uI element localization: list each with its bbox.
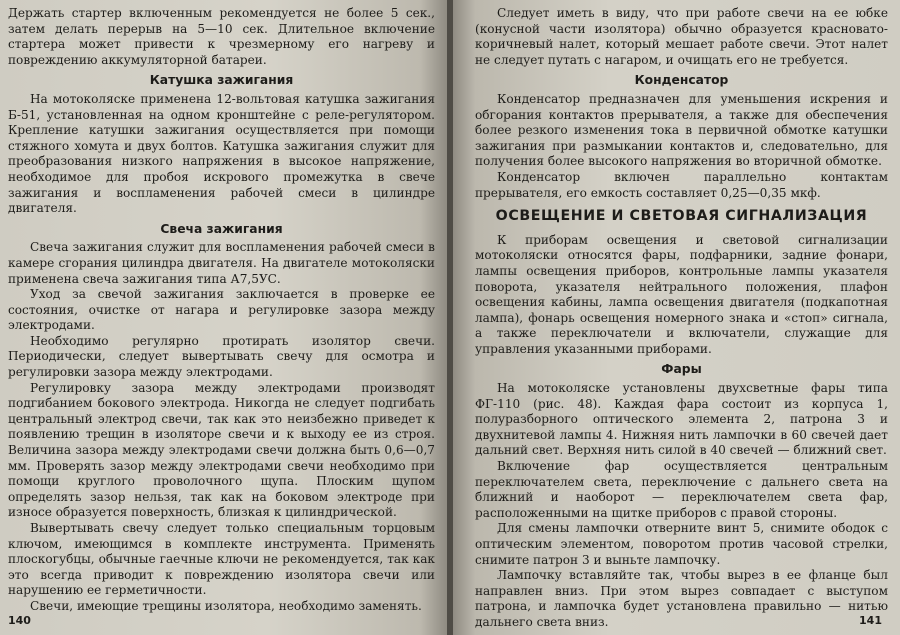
section-heading-spark-plug: Свеча зажигания <box>160 221 283 236</box>
paragraph: На мотоколяске применена 12-вольтовая катушка зажигания Б-51, установленная на одном кронштейне с реле-регулятором. Крепление катушки зажигания осуществляется при помощи стяжного хомута и двух болтов. Катушка зажигания служит для преобразования низкого напряжения в высокое напряжение, необходимое для пробоя искрового промежутка в свече зажигания и воспламенения рабочей смеси в цилиндре двигателя. <box>8 91 435 216</box>
chapter-heading-lighting: ОСВЕЩЕНИЕ И СВЕТОВАЯ СИГНАЛИЗАЦИЯ <box>495 208 868 225</box>
paragraph: Свеча зажигания служит для воспламенения рабочей смеси в камере сгорания цилиндра двигателя. На двигателе мотоколяски применена свеча зажигания типа А7,5УС. <box>8 240 435 286</box>
section-heading-ignition-coil: Катушка зажигания <box>149 73 294 88</box>
paragraph: К приборам освещения и световой сигнализации мотоколяски относятся фары, подфарники, задние фонари, лампы освещения приборов, контрольные лампы указателя поворота, указателя нейтрального положения, плафон освещения кабины, лампа освещения двигателя (подкапотная лампа), фонарь освещения номерного знака и «стоп» сигнала, а также переключатели и включатели, служащие для управления указанными приборами. <box>475 232 888 356</box>
paragraph: Следует иметь в виду, что при работе свечи на ее юбке (конусной части изолятора) обычно образуется красновато-коричневый налет, который мешает работе свечи. Этот налет не следует путать с нагаром, и очищать его не требуется. <box>475 6 888 67</box>
paragraph: Для смены лампочки отверните винт 5, снимите ободок с оптическим элементом, поворотом против часовой стрелки, снимите патрон 3 и выньте лампочку. <box>475 521 888 567</box>
right-page <box>453 0 900 635</box>
paragraph: На мотоколяске установлены двухсветные фары типа ФГ-110 (рис. 48). Каждая фара состоит из корпуса 1, полуразборного оптического элемента 2, патрона 3 и двухнитевой лампы 4. Нижняя нить лампочки в 60 свечей дает дальний свет. Верхняя нить силой в 40 свечей — ближний свет. <box>475 381 888 458</box>
paragraph: Конденсатор включен параллельно контактам прерывателя, его емкость составляет 0,25—0,35 мкф. <box>475 169 888 200</box>
paragraph: Уход за свечой зажигания заключается в проверке ее состояния, очистке от нагара и регулировке зазора между электродами. <box>8 287 435 333</box>
paragraph: Конденсатор предназначен для уменьшения искрения и обгорания контактов прерывателя, а также для обеспечения более резкого изменения тока в первичной обмотке катушки зажигания при размыкании контактов и, следовательно, для получения более высокого напряжения во вторичной обмотке. <box>475 91 888 169</box>
page-number: 141 <box>859 614 882 628</box>
section-heading-capacitor: Конденсатор <box>634 73 729 88</box>
paragraph: Необходимо регулярно протирать изолятор свечи. Периодически, следует вывертывать свечу для осмотра и регулировки зазора между электродами. <box>8 333 435 380</box>
left-page <box>0 0 447 635</box>
paragraph: Держать стартер включенным рекомендуется не более 5 сек., затем делать перерыв на 5—10 сек. Длительное включение стартера может привести к чрезмерному его нагреву и повреждению аккумуляторной батареи. <box>8 6 435 67</box>
paragraph: Лампочку вставляйте так, чтобы вырез в ее фланце был направлен вниз. При этом вырез совпадает с выступом патрона, и лампочка будет установлена правильно — нитью дальнего света вниз. <box>475 568 888 629</box>
paragraph: Включение фар осуществляется центральным переключателем света, переключение с дальнего света на ближний и наоборот — переключателем света фар, расположенными на щитке приборов с правой стороны. <box>475 459 888 520</box>
page-number: 140 <box>8 614 31 628</box>
paragraph: Регулировку зазора между электродами производят подгибанием бокового электрода. Никогда не следует подгибать центральный электрод свечи, так как это неизбежно приведет к появлению трещин в изоляторе свечи и к выходу ее из строя. Величина зазора между электродами свечи должна быть 0,6—0,7 мм. Проверять зазор между электродами свечи необходимо при помощи круглого проволочного щупа. Плоским щупом определять зазор нельзя, так как на боковом электроде при износе образуется поверхность, близкая к цилиндрической. <box>8 380 435 520</box>
paragraph: Вывертывать свечу следует только специальным торцовым ключом, имеющимся в комплекте инструмента. Применять плоскогубцы, обычные гаечные ключи не рекомендуется, так как это всегда приводит к повреждению изолятора свечи или нарушению ее герметичности. <box>8 521 435 598</box>
paragraph: Свечи, имеющие трещины изолятора, необходимо заменять. <box>30 598 422 613</box>
section-heading-headlights: Фары <box>661 362 702 377</box>
